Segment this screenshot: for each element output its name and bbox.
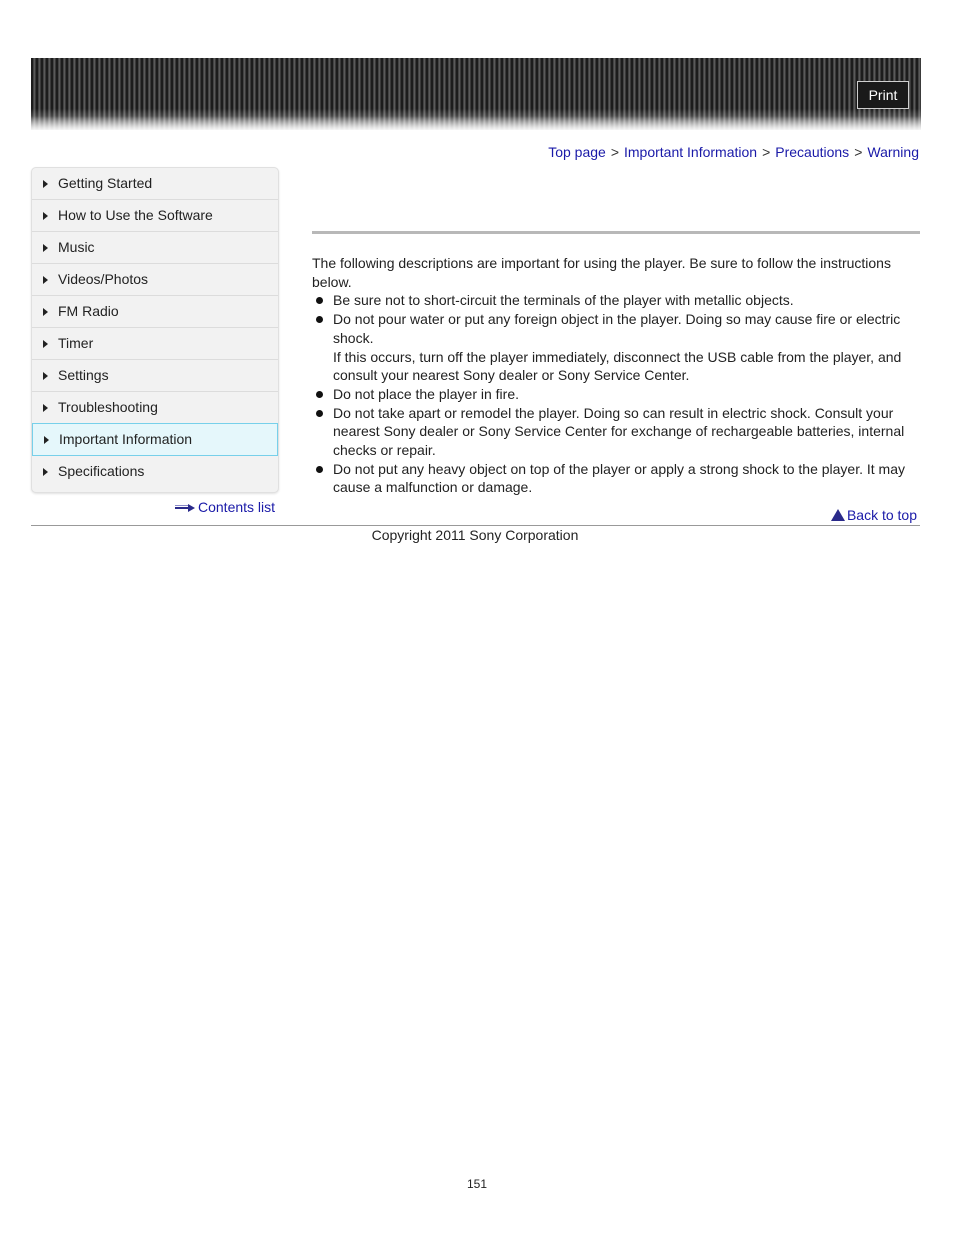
triangle-right-icon bbox=[43, 180, 48, 188]
sidebar-item-troubleshooting[interactable] bbox=[32, 392, 278, 424]
triangle-right-icon bbox=[43, 212, 48, 220]
back-to-top-label: Back to top bbox=[846, 507, 917, 523]
triangle-right-icon bbox=[43, 468, 48, 476]
sidebar-item-fm-radio[interactable] bbox=[32, 296, 278, 328]
sidebar-item-label: Important Information bbox=[59, 431, 193, 447]
sidebar-item-label: FM Radio bbox=[58, 303, 119, 319]
triangle-right-icon bbox=[43, 372, 48, 380]
list-item bbox=[312, 460, 916, 497]
list-item bbox=[312, 404, 916, 460]
warning-list bbox=[312, 291, 916, 497]
arrow-right-icon bbox=[175, 504, 195, 512]
sidebar-item-label: Getting Started bbox=[58, 175, 153, 191]
breadcrumb-separator: > bbox=[762, 144, 771, 160]
list-item bbox=[312, 310, 916, 385]
print-button[interactable]: Print bbox=[857, 81, 909, 109]
bullet-icon bbox=[316, 410, 323, 417]
sidebar-nav bbox=[31, 167, 279, 493]
breadcrumb-important-information[interactable]: Important Information bbox=[624, 144, 758, 160]
list-item-text: Do not take apart or remodel the player. Doing so can result in electric shock. Consult your nearest Sony dealer or Sony Service Center for exchange of rechargeable batteries, internal checks or repair. bbox=[333, 404, 905, 459]
breadcrumb-separator: > bbox=[610, 144, 619, 160]
triangle-right-icon bbox=[43, 404, 48, 412]
sidebar-item-label: Videos/Photos bbox=[58, 271, 149, 287]
header-banner bbox=[31, 58, 921, 130]
page-number: 151 bbox=[466, 1177, 488, 1191]
breadcrumb-separator: > bbox=[854, 144, 863, 160]
triangle-right-icon bbox=[44, 436, 49, 444]
triangle-right-icon bbox=[43, 340, 48, 348]
triangle-up-icon bbox=[831, 509, 845, 521]
list-item-text: Be sure not to short-circuit the terminals of the player with metallic objects. bbox=[333, 292, 794, 309]
sidebar-item-label: How to Use the Software bbox=[58, 207, 213, 223]
sidebar-item-timer[interactable] bbox=[32, 328, 278, 360]
back-to-top-link[interactable] bbox=[831, 507, 917, 523]
triangle-right-icon bbox=[43, 244, 48, 252]
list-item bbox=[312, 385, 916, 404]
breadcrumb bbox=[548, 144, 919, 160]
sidebar-item-label: Troubleshooting bbox=[58, 399, 158, 415]
sidebar-item-important-information[interactable] bbox=[32, 423, 278, 456]
list-item-extra-text: If this occurs, turn off the player immediately, disconnect the USB cable from the player, and consult your nearest Sony dealer or Sony Service Center. bbox=[333, 348, 902, 384]
bullet-icon bbox=[316, 391, 323, 398]
triangle-right-icon bbox=[43, 276, 48, 284]
bullet-icon bbox=[316, 316, 323, 323]
breadcrumb-warning[interactable]: Warning bbox=[867, 144, 919, 160]
footer-divider bbox=[31, 525, 920, 526]
sidebar-item-videos-photos[interactable] bbox=[32, 264, 278, 296]
sidebar-item-how-to-use-the-software[interactable] bbox=[32, 200, 278, 232]
bullet-icon bbox=[316, 297, 323, 304]
sidebar-item-label: Specifications bbox=[58, 463, 145, 479]
sidebar-item-label: Settings bbox=[58, 367, 109, 383]
main-content bbox=[312, 254, 916, 497]
contents-list-link[interactable] bbox=[175, 499, 275, 515]
sidebar-item-label: Timer bbox=[58, 335, 94, 351]
contents-list-label: Contents list bbox=[198, 499, 276, 515]
sidebar-item-label: Music bbox=[58, 239, 95, 255]
list-item-text: Do not put any heavy object on top of the player or apply a strong shock to the player. It may cause a malfunction or damage. bbox=[333, 460, 906, 496]
list-item-text: Do not pour water or put any foreign object in the player. Doing so may cause fire or electric shock. bbox=[333, 311, 901, 346]
sidebar-item-specifications[interactable] bbox=[32, 456, 278, 492]
sidebar-item-music[interactable] bbox=[32, 232, 278, 264]
list-item bbox=[312, 291, 916, 310]
triangle-right-icon bbox=[43, 308, 48, 316]
breadcrumb-top-page[interactable]: Top page bbox=[548, 144, 606, 160]
bullet-icon bbox=[316, 466, 323, 473]
copyright-text: Copyright 2011 Sony Corporation bbox=[371, 527, 579, 543]
title-divider bbox=[312, 231, 920, 234]
breadcrumb-precautions[interactable]: Precautions bbox=[775, 144, 850, 160]
sidebar-item-settings[interactable] bbox=[32, 360, 278, 392]
list-item-text: Do not place the player in fire. bbox=[333, 385, 519, 402]
sidebar-item-getting-started[interactable] bbox=[32, 168, 278, 200]
intro-paragraph: The following descriptions are important for using the player. Be sure to follow the instructions below. bbox=[312, 255, 891, 290]
